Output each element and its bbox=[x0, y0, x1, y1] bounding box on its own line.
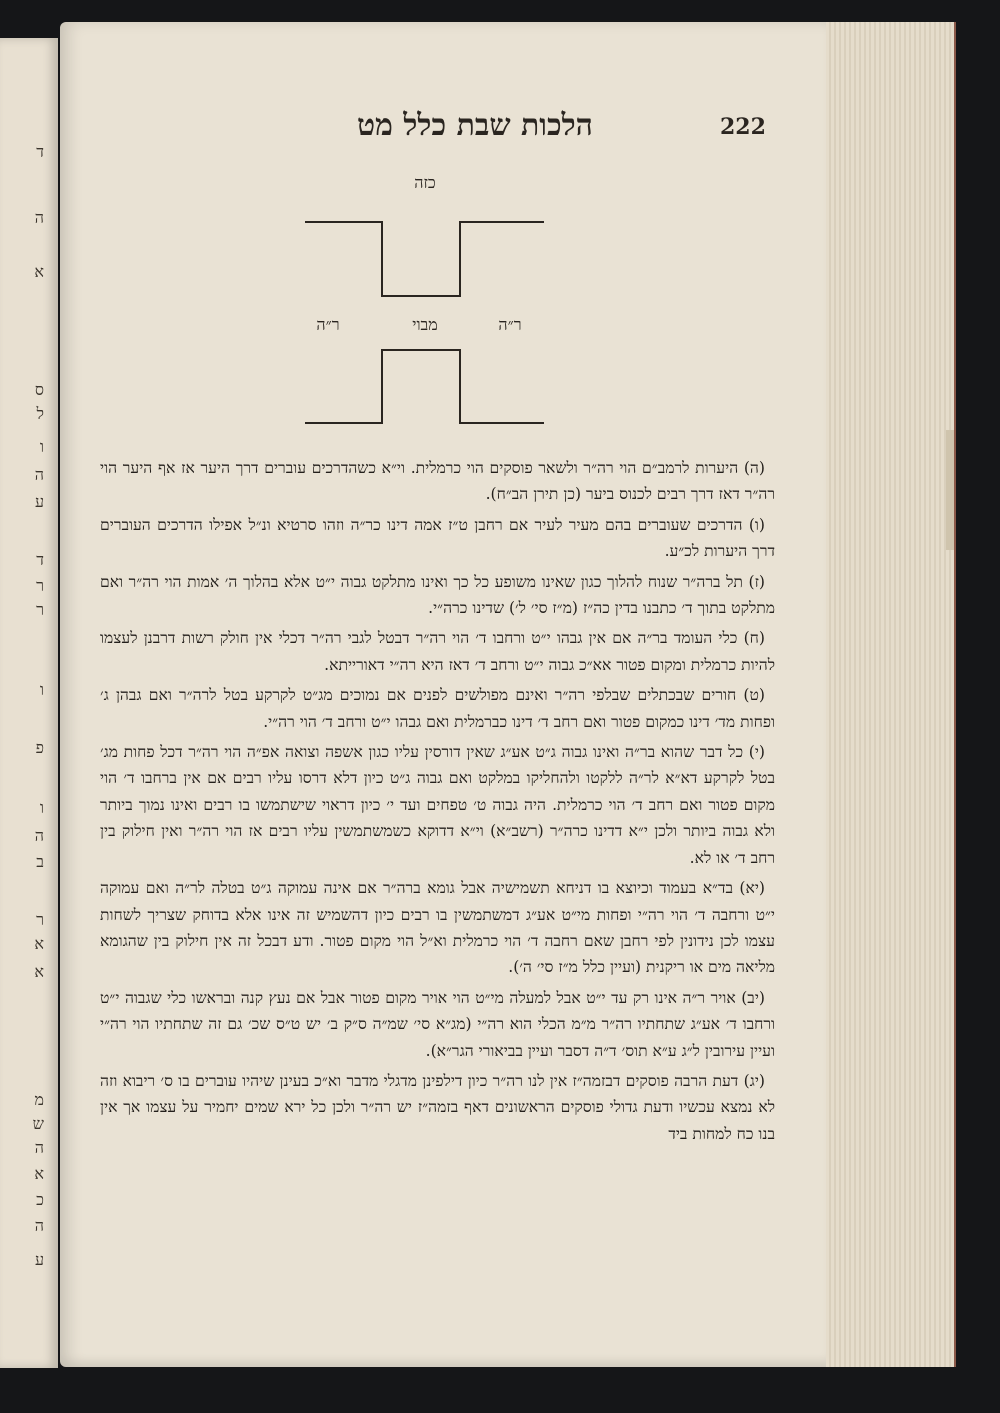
page-number: 222 bbox=[720, 114, 766, 140]
text-paragraph: (ה) היערות לרמב״ם הוי רה״ר ולשאר פוסקים הוי כרמלית. וי״א כשהדרכים עוברים דרך היער אז אף היער הוי רה״ר דאז דרך רבים לכנוס ביער (כן תירן הב״ח). bbox=[100, 459, 775, 504]
facing-page-glyph: ל bbox=[36, 404, 44, 423]
diagram-label-top: כזה bbox=[414, 173, 436, 192]
page-tab-mark bbox=[946, 430, 954, 550]
facing-page-glyph: ע bbox=[34, 492, 44, 511]
facing-page-glyph: ע bbox=[34, 1250, 44, 1269]
facing-page-glyph: ר bbox=[36, 600, 44, 619]
facing-page-glyph: א bbox=[34, 962, 44, 981]
facing-page-glyph: ש bbox=[32, 1114, 44, 1133]
facing-page-glyph: פ bbox=[35, 738, 44, 757]
facing-page-glyph: א bbox=[34, 262, 44, 281]
text-paragraph: (יג) דעת הרבה פוסקים דבזמה״ז אין לנו רה״ר כיון דילפינן מדגלי מדבר וא״כ בעינן שיהיו עוברים בו ס׳ ריבוא וזה לא נמצא עכשיו ודעת גדולי פוסקים הראשונים דאף בזמה״ז יש רה״ר ולכן כל ירא שמים יחמיר על עצמו אך אין בנו כח למחות ביד bbox=[100, 1071, 775, 1143]
facing-page-glyph: א bbox=[34, 1164, 44, 1183]
facing-page-glyph: ו bbox=[39, 798, 44, 817]
facing-page-glyph: ה bbox=[34, 208, 44, 227]
facing-page-glyph: א bbox=[34, 934, 44, 953]
facing-page-glyph: ד bbox=[36, 142, 44, 161]
facing-page-glyph: ס bbox=[34, 380, 44, 399]
diagram-upper-wall bbox=[305, 222, 544, 296]
main-text bbox=[100, 455, 775, 1151]
page-block-edge bbox=[826, 22, 956, 1367]
facing-page-glyph: ה bbox=[34, 1216, 44, 1235]
facing-page-edge bbox=[0, 38, 58, 1368]
facing-page-glyph: ה bbox=[34, 1138, 44, 1157]
facing-page-glyph: ב bbox=[36, 852, 44, 871]
diagram-label-center: מבוי bbox=[412, 315, 438, 334]
facing-page-glyph: מ bbox=[34, 1090, 44, 1109]
facing-page-glyph: ר bbox=[36, 576, 44, 595]
diagram-label-left: ר״ה bbox=[498, 315, 522, 334]
facing-page-glyph: ו bbox=[39, 437, 44, 456]
page-title: הלכות שבת כלל מט bbox=[357, 108, 593, 143]
text-paragraph: (ח) כלי העומד בר״ה אם אין גבהו י״ט ורחבו ד׳ הוי רה״ר דבטל לגבי רה״ר דכלי אין חולק רשות דרבנן לעצמו להיות כרמלית ומקום פטור אא״כ גבוה י״ט ורחב ד׳ דאז היא רה״י דאורייתא. bbox=[100, 629, 775, 674]
text-paragraph: (י) כל דבר שהוא בר״ה ואינו גבוה ג״ט אע״ג שאין דורסין עליו כגון אשפה וצואה אפ״ה הוי רה״ר דכל פחות מג׳ בטל לקרקע דא״א לר״ה ללקטו ולהחליקו במלקט ואם גבוה ג״ט כיון דלא דרסו עליו רבים אם אין ברחבו ד׳ הוי מקום פטור ואם רחב ד׳ הוי כרמלית. היה גבוה ט׳ טפחים ועד י׳ כיון דראוי שישתמשו בו רבים ואינו נמוך ביותר ולא גבוה ביותר ולכן י״א דדינו כרה״ר (רשב״א) וי״א דדוקא כשמשתמשין עליו רבים אז הוי רה״ר ואין חילוק בין רחב ד׳ או לא. bbox=[100, 743, 775, 867]
diagram-lower-wall bbox=[305, 350, 544, 423]
running-header bbox=[100, 108, 770, 156]
facing-page-glyph: ה bbox=[34, 826, 44, 845]
text-paragraph: (ט) חורים שבכתלים שבלפי רה״ר ואינם מפולשים לפנים אם נמוכים מג״ט לקרקע בטל לרה״ר ואם גבהן ג׳ ופחות מד׳ דינו כמקום פטור ואם רחב ד׳ דינו כברמלית ואם גבהו י״ט ורחב ד׳ הוי רה״י. bbox=[100, 686, 775, 731]
diagram-label-right: ר״ה bbox=[316, 315, 340, 334]
text-paragraph: (יא) בד״א בעמוד וכיוצא בו דניחא תשמישיה אבל גומא ברה״ר אם אינה עמוקה ג״ט בטלה לר״ה ואם עמוקה י״ט ורחבה ד׳ הוי רה״י ופחות מי״ט אע״ג דמשתמשין בו רבים כיון דהשמיש זה אינו אלא בדוחק שצריך לשחות עצמו לכן נידונין לפי רחבן שאם רחבה ד׳ הוי כרמלית וא״ל הוי מקום פטור. ודע דבכל זה אין חילוק בין שהגומא מליאה מים או ריקנית (ועיין כלל מ״ז סי׳ ה׳). bbox=[100, 879, 775, 977]
text-paragraph: (ז) תל ברה״ר שנוח להלוך כגון שאינו משופע כל כך ואינו מתלקט גבוה י״ט אלא בהלוך ה׳ אמות הוי רה״ר ואם מתלקט בתוך ד׳ כתבנו בדין כה״ז (מ״ז סי׳ ל׳) שדינו כרה״י. bbox=[100, 572, 775, 618]
facing-page-glyph: ד bbox=[36, 550, 44, 569]
facing-page-glyph: ר bbox=[36, 910, 44, 929]
facing-page-glyph: ה bbox=[34, 465, 44, 484]
facing-page-glyph: כ bbox=[36, 1190, 44, 1209]
alley-diagram bbox=[300, 170, 550, 435]
text-paragraph: (ו) הדרכים שעוברים בהם מעיר לעיר אם רחבן ט״ז אמה דינו כר״ה וזהו סרטיא ונ״ל אפילו הדרכים העוברים דרך היערות לכ״ע. bbox=[100, 515, 775, 561]
facing-page-glyph: ו bbox=[39, 680, 44, 699]
text-paragraph: (יב) אויר ר״ה אינו רק עד י״ט אבל למעלה מי״ט הוי אויר מקום פטור אבל אם נעץ קנה ובראשו כלי שגבוה י״ט ורחבו ד׳ אע״ג שתחתיו רה״ר מ״מ הכלי הוא רה״י (מג״א סי׳ שמ״ה ס״ק ב׳ יש ט״ס שכ׳ גם זה שתחתיו הוי רה״י ועיין עירובין ל״ג ע״א תוס׳ ד״ה דסבר ועיין בביאורי הגר״א). bbox=[100, 988, 775, 1060]
